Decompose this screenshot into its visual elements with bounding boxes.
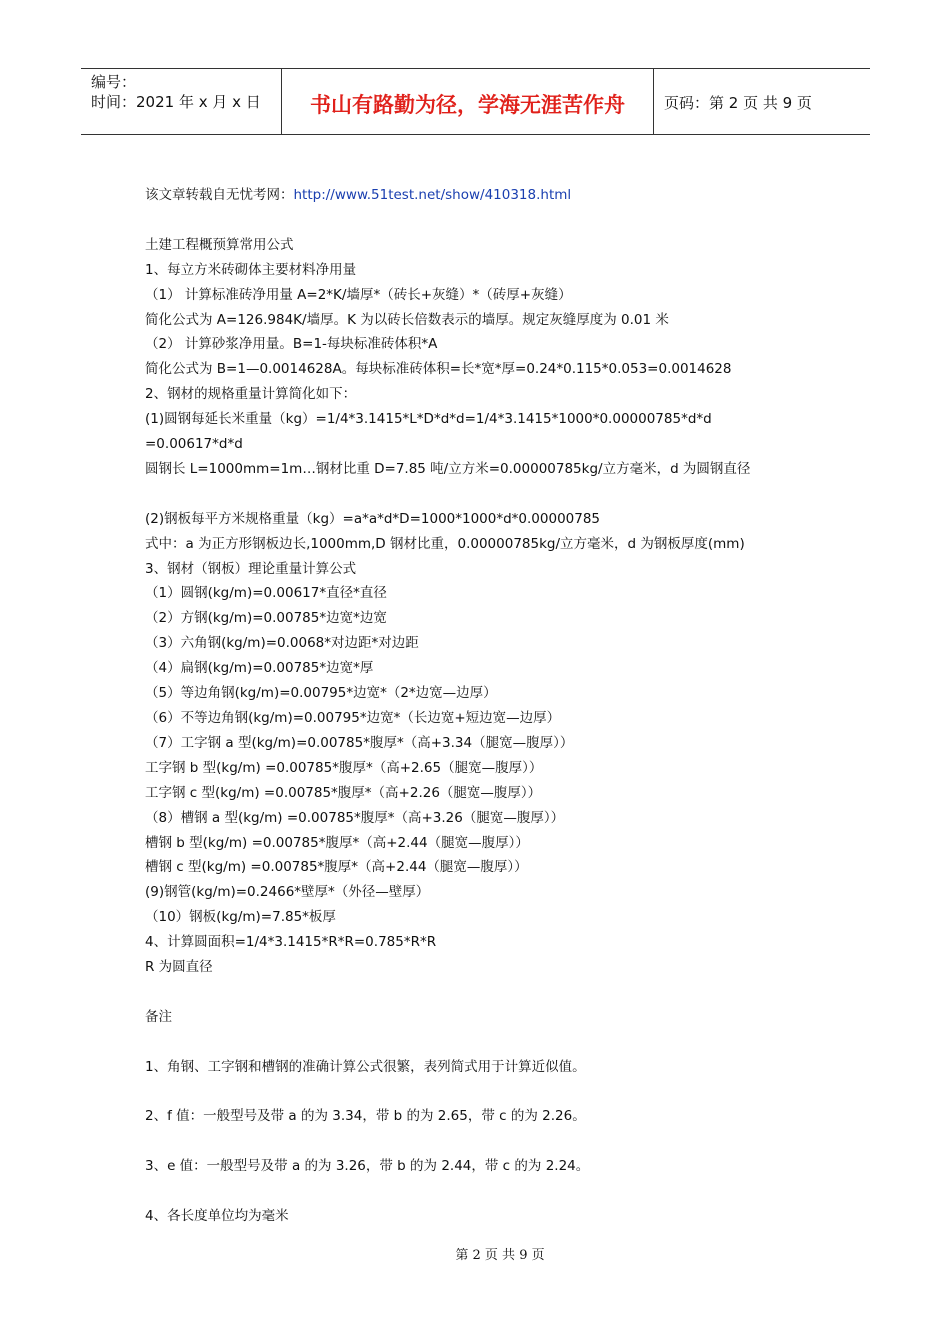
page-footer: 第 2 页 共 9 页 [455,1248,545,1263]
body-line: 土建工程概预算常用公式 [145,236,294,253]
header-page-info: 页码：第 2 页 共 9 页 [664,94,812,112]
body-line: （4）扁钢(kg/m)=0.00785*边宽*厚 [145,660,374,677]
body-line: （6）不等边角钢(kg/m)=0.00795*边宽*（长边宽+短边宽—边厚） [145,710,561,726]
body-line: 2、钢材的规格重量计算简化如下： [145,386,357,403]
body-line: =0.00617*d*d [145,436,243,453]
body-line [145,1129,845,1154]
header-meta [81,69,282,134]
body-line: 圆钢长 L=1000mm=1m…钢材比重 D=7.85 吨/立方米=0.00000785kg/立方毫米，d 为圆钢直径 [145,460,751,477]
body-line: （1） 计算标准砖净用量 A=2*K/墙厚*（砖长+灰缝）*（砖厚+灰缝） [145,286,572,303]
body-line: （10）钢板(kg/m)=7.85*板厚 [145,909,336,926]
page-header [81,68,870,135]
body-line: (2)钢板每平方米规格重量（kg）=a*a*d*D=1000*1000*d*0.00000785 [145,510,601,527]
body-line: 3、e 值：一般型号及带 a 的为 3.26，带 b 的为 2.44，带 c 的为 2.24。 [145,1158,590,1175]
body-line: 工字钢 c 型(kg/m) =0.00785*腹厚*（高+2.26（腿宽—腹厚）） [145,784,542,801]
body-line [145,482,845,507]
body-line: （3）六角钢(kg/m)=0.0068*对边距*对边距 [145,635,419,652]
source-prefix: 该文章转载自无忧考网： [145,187,294,203]
body-line: 槽钢 b 型(kg/m) =0.00785*腹厚*（高+2.44（腿宽—腹厚）） [145,834,529,851]
header-motto: 书山有路勤为径，学海无涯苦作舟 [282,69,654,134]
document-date: 时间：2021 年 x 月 x 日 [91,93,261,111]
body-line: （2） 计算砂浆净用量。B=1-每块标准砖体积*A [145,336,438,353]
body-line: 3、钢材（钢板）理论重量计算公式 [145,560,357,577]
body-line: (1)圆钢每延长米重量（kg）=1/4*3.1415*L*D*d*d=1/4*3.1415*1000*0.00000785*d*d [145,411,712,428]
body-line: 1、角钢、工字钢和槽钢的准确计算公式很繁，表列简式用于计算近似值。 [145,1058,586,1075]
body-line: （7）工字钢 a 型(kg/m)=0.00785*腹厚*（高+3.34（腿宽—腹厚）） [145,734,574,751]
body-line: 备注 [145,1008,172,1025]
document-number-label: 编号： [91,73,137,91]
body-line: 2、f 值：一般型号及带 a 的为 3.34，带 b 的为 2.65，带 c 的为 2.26。 [145,1108,586,1125]
body-line: 4、各长度单位均为毫米 [145,1208,289,1225]
body-line [145,980,845,1005]
body-line: 4、计算圆面积=1/4*3.1415*R*R=0.785*R*R [145,934,437,951]
body-line [145,1179,845,1204]
body-line [145,1030,845,1055]
body-line: (9)钢管(kg/m)=0.2466*壁厚*（外径—壁厚） [145,884,430,901]
body-line: （2）方钢(kg/m)=0.00785*边宽*边宽 [145,610,387,627]
document-body [145,183,845,1229]
body-line [145,1080,845,1105]
body-line: 工字钢 b 型(kg/m) =0.00785*腹厚*（高+2.65（腿宽—腹厚）） [145,759,543,776]
body-line: 槽钢 c 型(kg/m) =0.00785*腹厚*（高+2.44（腿宽—腹厚）） [145,859,528,876]
body-line: （8）槽钢 a 型(kg/m) =0.00785*腹厚*（高+3.26（腿宽—腹厚）） [145,809,565,826]
body-line: （1）圆钢(kg/m)=0.00617*直径*直径 [145,585,387,602]
source-line [145,183,845,208]
body-line: 式中：a 为正方形钢板边长,1000mm,D 钢材比重，0.00000785kg/立方毫米，d 为钢板厚度(mm) [145,535,745,552]
source-link[interactable]: http://www.51test.net/show/410318.html [293,187,572,203]
body-lines [145,208,845,1229]
body-line: 简化公式为 A=126.984K/墙厚。K 为以砖长倍数表示的墙厚。规定灰缝厚度为 0.01 米 [145,311,669,328]
body-line: 简化公式为 B=1—0.0014628A。每块标准砖体积=长*宽*厚=0.24*0.115*0.053=0.0014628 [145,361,732,378]
body-line [145,208,845,233]
body-line: R 为圆直径 [145,959,213,976]
body-line: 1、每立方米砖砌体主要材料净用量 [145,261,357,278]
body-line: （5）等边角钢(kg/m)=0.00795*边宽*（2*边宽—边厚） [145,685,497,702]
